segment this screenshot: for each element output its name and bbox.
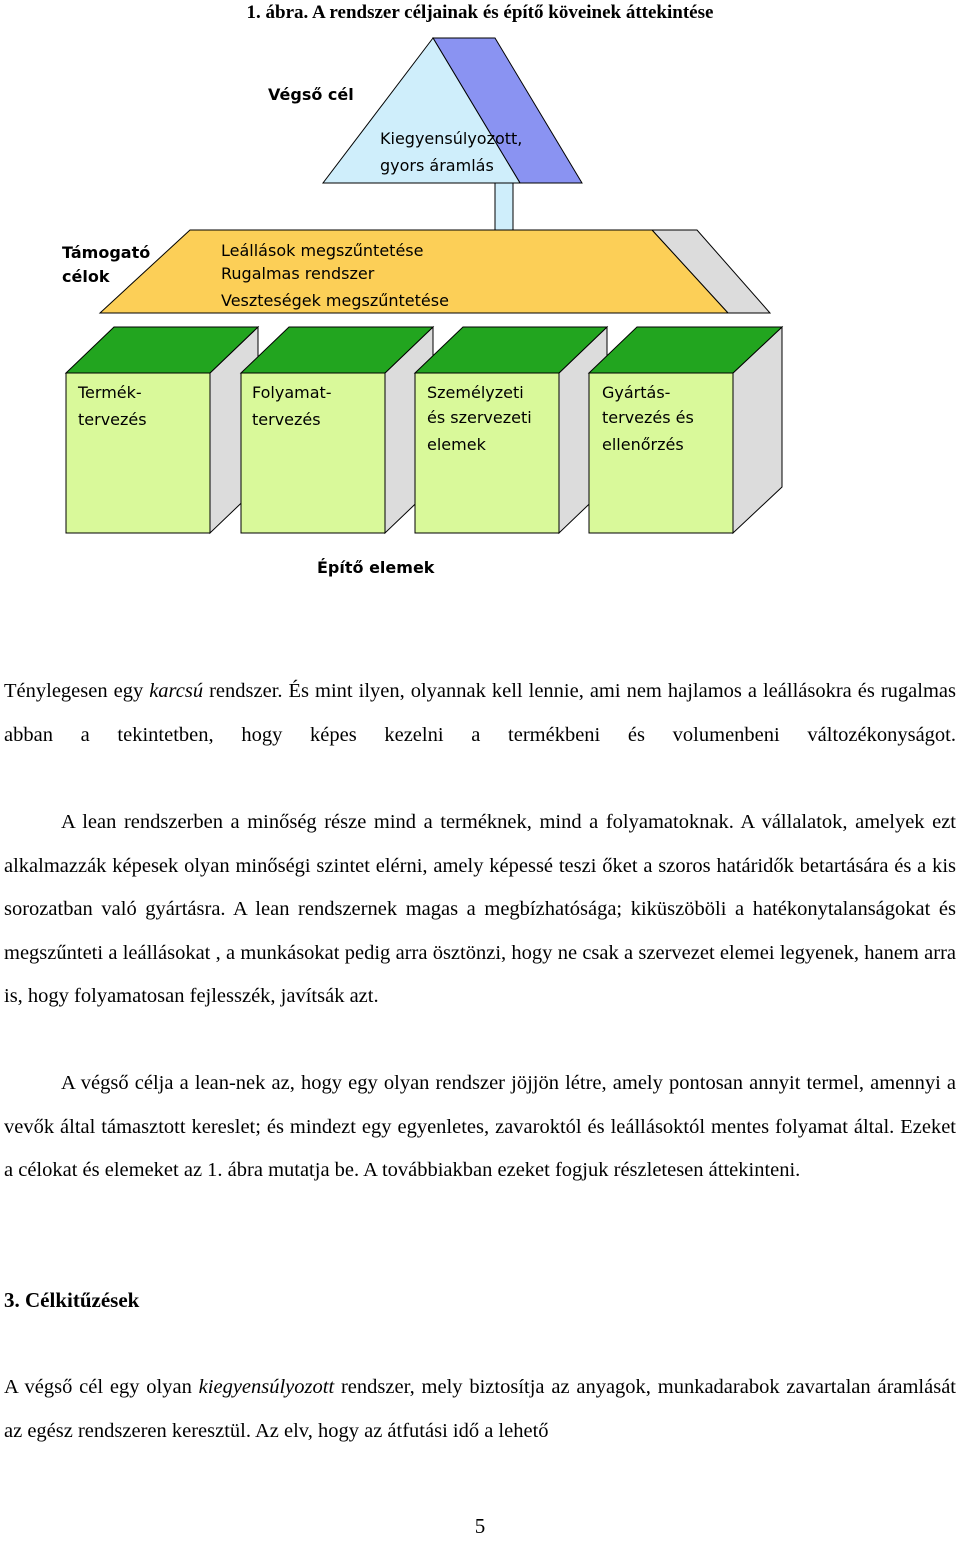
supporting-goal-3: Veszteségek megszűntetése: [221, 291, 449, 310]
paragraph-1-text: Ténylegesen egy: [4, 680, 150, 702]
building-blocks-label: Építő elemek: [317, 558, 435, 577]
final-goal-label: Végső cél: [268, 85, 354, 104]
block-3-line-2: és szervezeti: [427, 408, 532, 427]
final-goal-line-2: gyors áramlás: [380, 156, 494, 175]
supporting-goals-label-2: célok: [62, 267, 110, 286]
paragraph-1-italic: karcsú: [149, 680, 204, 702]
paragraph-4-italic: kiegyensúlyozott: [198, 1376, 335, 1398]
lean-house-diagram: [0, 30, 960, 590]
block-1-line-1: Termék-: [78, 383, 142, 402]
block-1-line-2: tervezés: [78, 410, 147, 429]
block-2-line-1: Folyamat-: [252, 383, 332, 402]
block-4-line-3: ellenőrzés: [602, 435, 684, 454]
building-block-2: [241, 327, 433, 533]
page-number: 5: [474, 1514, 486, 1538]
block-2-line-2: tervezés: [252, 410, 321, 429]
paragraph-1-rest: rendszer. És mint ilyen, olyannak kell lennie, ami nem hajlamos a leállásokra és rugalmas abban a tekintetben, hogy képes kezelni a termékbeni és volumenbeni változékonyságot.: [4, 680, 956, 746]
section-heading: 3. Célkitűzések: [4, 1288, 140, 1312]
block-3-line-3: elemek: [427, 435, 486, 454]
paragraph-3-text: A végső célja a lean-nek az, hogy egy olyan rendszer jöjjön létre, amely pontosan annyit termel, amennyi a vevők által támasztott kereslet; és mindezt egy egyenletes, zavaroktól és leállásoktól mentes folyamat által. Ezeket a célokat és elemeket az 1. ábra mutatja be. A továbbiakban ezeket fogjuk részletesen áttekinteni.: [4, 1072, 956, 1181]
block-3-line-1: Személyzeti: [427, 383, 524, 402]
building-block-3: [415, 327, 607, 533]
paragraph-1: [4, 670, 956, 757]
supporting-goals-label-1: Támogató: [62, 243, 151, 262]
supporting-goal-2: Rugalmas rendszer: [221, 264, 375, 283]
paragraph-4: [4, 1366, 956, 1453]
building-block-1: [66, 327, 258, 533]
supporting-goal-1: Leállások megszűntetése: [221, 241, 424, 260]
final-goal-line-1: Kiegyensúlyozott,: [380, 129, 523, 148]
paragraph-2-text: A lean rendszerben a minőség része mind a terméknek, mind a folyamatoknak. A vállalatok, amelyek ezt alkalmazzák képesek olyan minőségi szintet elérni, amely képessé teszi őket a szoros határidők betartására és a kis sorozatban való gyártásra. A lean rendszernek magas a megbízhatósága; kiküszöböli a hatékonytalanságokat és megszűnteti a leállásokat , a munkásokat pedig arra ösztönzi, hogy ne csak a szervezet elemei legyenek, hanem arra is, hogy folyamatosan fejlesszék, javítsák azt.: [4, 811, 956, 1007]
paragraph-2: [4, 801, 956, 1019]
building-block-4: [589, 327, 782, 533]
paragraph-3: [4, 1062, 956, 1193]
figure-caption: 1. ábra. A rendszer céljainak és építő köveinek áttekintése: [246, 2, 714, 23]
block-4-line-1: Gyártás-: [602, 383, 671, 402]
paragraph-4-rest: rendszer, mely biztosítja az anyagok, munkadarabok zavartalan áramlását az egész rendszeren keresztül. Az elv, hogy az átfutási idő a lehető: [4, 1376, 956, 1442]
block-4-line-2: tervezés és: [602, 408, 694, 427]
paragraph-4-text: A végső cél egy olyan: [4, 1376, 199, 1398]
